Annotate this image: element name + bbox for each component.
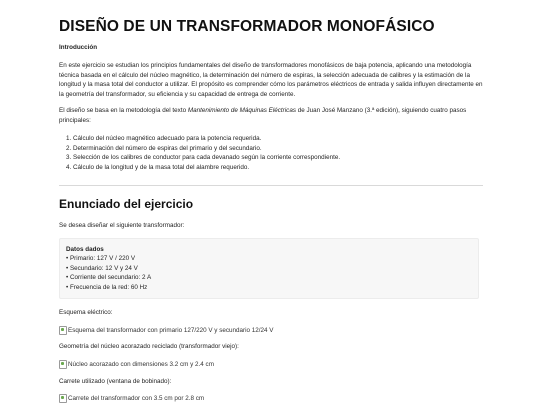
list-item: 2. Determinación del número de espiras del primario y del secundario. [73,144,340,154]
bobbin-image-alt: Carrete del transformador con 3.5 cm por 2.8 cm [68,395,205,402]
schematic-label: Esquema eléctrico: [59,309,113,316]
broken-image-icon [59,394,67,403]
methodology-text-end: de Juan José Manzano (3.ª edición), siguiendo cuatro pasos principales: [59,107,467,124]
schematic-image-alt: Esquema del transformador con primario 127/220 V y secundario 12/24 V [68,327,274,334]
list-item: • Frecuencia de la red: 60 Hz [66,283,148,291]
steps-list [59,134,340,172]
intro-heading: Introducción [59,44,98,51]
list-item: 4. Cálculo de la longitud y de la masa total del alambre requerido. [73,163,340,173]
section-divider [59,185,483,186]
bobbin-image [59,394,204,404]
methodology-text-start: El diseño se basa en la metodología del texto [59,107,188,114]
exercise-heading: Enunciado del ejercicio [59,197,194,211]
exercise-lead: Se desea diseñar el siguiente transformador: [59,222,185,229]
list-item: • Secundario: 12 V y 24 V [66,264,138,272]
intro-paragraph: En este ejercicio se estudian los principios fundamentales del diseño de transformadores monofásicos de baja potencia, aplicando una metodología técnica basada en el cálculo del núcleo magnético, la determinación del número de espiras, la selección adecuada de calibres y la estimación de la longitud y la masa total del conductor a utilizar. El propósito es comprender cómo los parámetros eléctricos de entrada y salida influyen directamente en la geometría del transformador, su eficiencia y su capacidad de entrega de corriente. [59,62,483,98]
broken-image-icon [59,360,67,369]
given-data-title: Datos dados [66,246,104,253]
list-item: • Corriente del secundario: 2 A [66,274,152,282]
core-label: Geometría del núcleo acorazado reciclado (transformador viejo): [59,343,239,350]
book-title: Mantenimiento de Máquinas Eléctricas [187,107,296,114]
list-item: 1. Cálculo del núcleo magnético adecuado para la potencia requerida. [73,134,340,144]
schematic-image [59,326,273,336]
page-title: DISEÑO DE UN TRANSFORMADOR MONOFÁSICO [59,18,435,35]
bobbin-label: Carrete utilizado (ventana de bobinado): [59,378,172,385]
given-data-list [66,254,151,292]
core-image [59,360,214,370]
broken-image-icon [59,326,67,335]
methodology-paragraph [59,106,483,125]
list-item: 3. Selección de los calibres de conductor para cada devanado según la corriente correspondiente. [73,153,340,163]
given-data-box [59,238,479,299]
list-item: • Primario: 127 V / 220 V [66,255,136,262]
core-image-alt: Núcleo acorazado con dimensiones 3.2 cm y 2.4 cm [68,361,214,368]
